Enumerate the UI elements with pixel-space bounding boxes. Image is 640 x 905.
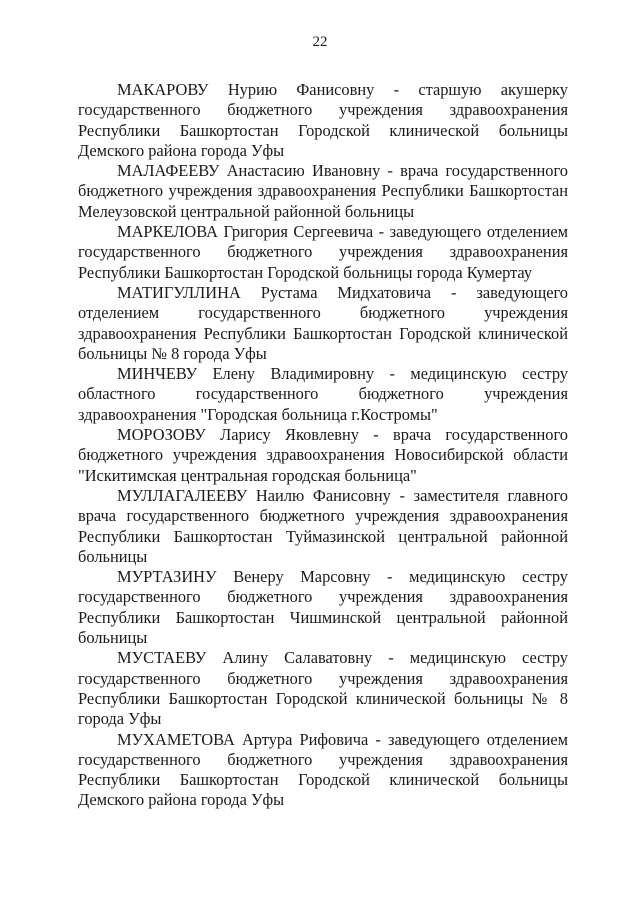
list-item: МУСТАЕВУ Алину Салаватовну - медицинскую сестру государственного бюджетного учреждения здравоохранения Республики Башкортостан Городской клинической больницы № 8 города Уфы xyxy=(78,648,568,729)
list-item: МАРКЕЛОВА Григория Сергеевича - заведующего отделением государственного бюджетного учреждения здравоохранения Республики Башкортостан Городской больницы города Кумертау xyxy=(78,222,568,282)
list-item: МУЛЛАГАЛЕЕВУ Наилю Фанисовну - заместителя главного врача государственного бюджетного учреждения здравоохранения Республики Башкортостан Туймазинской центральной районной больницы xyxy=(78,485,568,566)
list-item: МОРОЗОВУ Ларису Яковлевну - врача государственного бюджетного учреждения здравоохранения Новосибирской области "Искитимская центральная городская больница" xyxy=(78,425,568,485)
list-item: МУРТАЗИНУ Венеру Марсовну - медицинскую сестру государственного бюджетного учреждения здравоохранения Республики Башкортостан Чишминской центральной районной больницы xyxy=(78,567,568,648)
page-number: 22 xyxy=(312,34,328,50)
award-list xyxy=(78,80,568,811)
list-item: МУХАМЕТОВА Артура Рифовича - заведующего отделением государственного бюджетного учреждения здравоохранения Республики Башкортостан Городской клинической больницы Демского района города Уфы xyxy=(78,729,568,810)
list-item: МАКАРОВУ Нурию Фанисовну - старшую акушерку государственного бюджетного учреждения здравоохранения Республики Башкортостан Городской клинической больницы Демского района города Уфы xyxy=(78,80,568,160)
list-item: МИНЧЕВУ Елену Владимировну - медицинскую сестру областного государственного бюджетного учреждения здравоохранения "Городская больница г.Костромы" xyxy=(78,364,568,424)
list-item: МАЛАФЕЕВУ Анастасию Ивановну - врача государственного бюджетного учреждения здравоохранения Республики Башкортостан Мелеузовской центральной районной больницы xyxy=(78,161,568,221)
list-item: МАТИГУЛЛИНА Рустама Мидхатовича - заведующего отделением государственного бюджетного учреждения здравоохранения Республики Башкортостан Городской клинической больницы № 8 города Уфы xyxy=(78,282,568,363)
